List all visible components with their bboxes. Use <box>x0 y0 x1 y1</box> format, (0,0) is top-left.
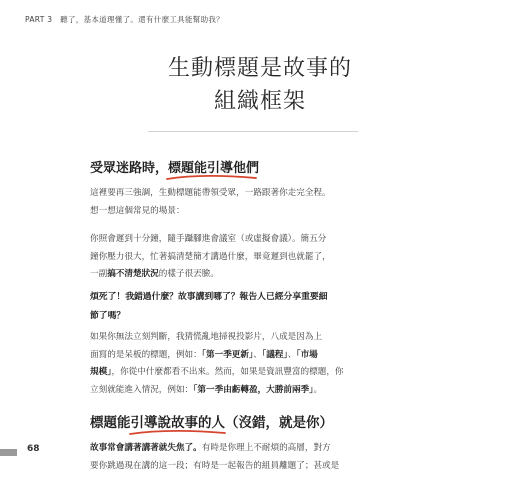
section-heading-1-highlight: 標題能引導他們 <box>168 157 259 176</box>
bold-question-line-2: 節了嗎？ <box>90 311 126 321</box>
paragraph-3-line-3: 規模」，你從中什麼都看不出來。然而，如果是資訊豐富的標題，你 <box>90 367 344 377</box>
section-heading-2-text: 標題能 <box>90 415 131 431</box>
paragraph-4-line-1: 故事常會講著講著就失焦了。有時是你理上不耐煩的高層，對方 <box>90 443 331 453</box>
section-heading-2 <box>90 411 333 431</box>
paragraph-2 <box>90 231 380 284</box>
quoted-title-example: 「第一季更新」 <box>201 349 254 360</box>
page-number: 68 <box>27 444 40 454</box>
paragraph-3-line-2: 面寫的是呆板的標題，例如：「第一季更新」、「議程」、「市場 <box>90 349 318 360</box>
section-heading-1-text: 受眾迷路時， <box>90 161 169 176</box>
running-header: PART 3 聽了，基本道理懂了。還有什麼工具能幫助我？ <box>25 15 224 24</box>
section-heading-2-suffix: （沒錯，就是你） <box>225 415 333 431</box>
paragraph-1-line-1: 這裡要再三強調，生動標題能帶領受眾，一路跟著你走完全程。 <box>90 188 331 198</box>
footer-bar <box>0 449 17 456</box>
emphasis-text: 搞不清楚狀況 <box>107 269 159 279</box>
bold-question-line-1: 煩死了！我錯過什麼？故事講到哪了？報告人已經分享重要細 <box>90 292 328 302</box>
paragraph-2-line-2: 鐘你壓力很大，忙著搞清楚簡才講過什麼，畢竟遲到也就罷了， <box>90 251 331 262</box>
chapter-title-line-2: 組織框架 <box>213 89 306 114</box>
section-heading-2-highlight: 引導說故事的人 <box>131 411 226 431</box>
paragraph-1 <box>90 185 380 220</box>
paragraph-4-line-2: 要你跳過現在講的這一段；有時是一起報告的組員離題了；甚或是 <box>90 460 340 471</box>
quoted-title-example: 規模」 <box>90 367 112 377</box>
chapter-title <box>0 52 520 118</box>
bold-question <box>90 288 380 326</box>
section-heading-1 <box>90 157 259 176</box>
quoted-title-example: 「第一季由虧轉盈，大勝前兩季」 <box>193 384 314 395</box>
paragraph-1-line-2: 想一想這個常見的場景： <box>90 205 185 216</box>
quoted-title-example: 「市場 <box>296 349 318 360</box>
red-underline-swoosh <box>166 174 258 182</box>
paragraph-2-line-3: 一副搞不清楚狀況的樣子很丟臉。 <box>90 269 219 279</box>
emphasis-text: 故事常會講著講著就失焦了。 <box>90 443 202 453</box>
paragraph-3-line-1: 如果你無法立刻判斷，我猜慌亂地掃視投影片，八成是因為上 <box>90 332 323 342</box>
paragraph-3 <box>90 329 380 399</box>
chapter-title-line-1: 生動標題是故事的 <box>167 56 352 81</box>
quoted-title-example: 「議程」 <box>261 349 288 360</box>
red-underline-swoosh <box>129 429 227 437</box>
paragraph-3-line-4: 立刻就能進入情況，例如：「第一季由虧轉盈，大勝前兩季」。 <box>90 384 323 395</box>
paragraph-4 <box>90 440 380 475</box>
title-divider <box>148 131 358 132</box>
paragraph-2-line-1: 你照會遲到十分鐘，隨手躡腳進會議室（或虛擬會議）。簡五分 <box>90 234 327 244</box>
